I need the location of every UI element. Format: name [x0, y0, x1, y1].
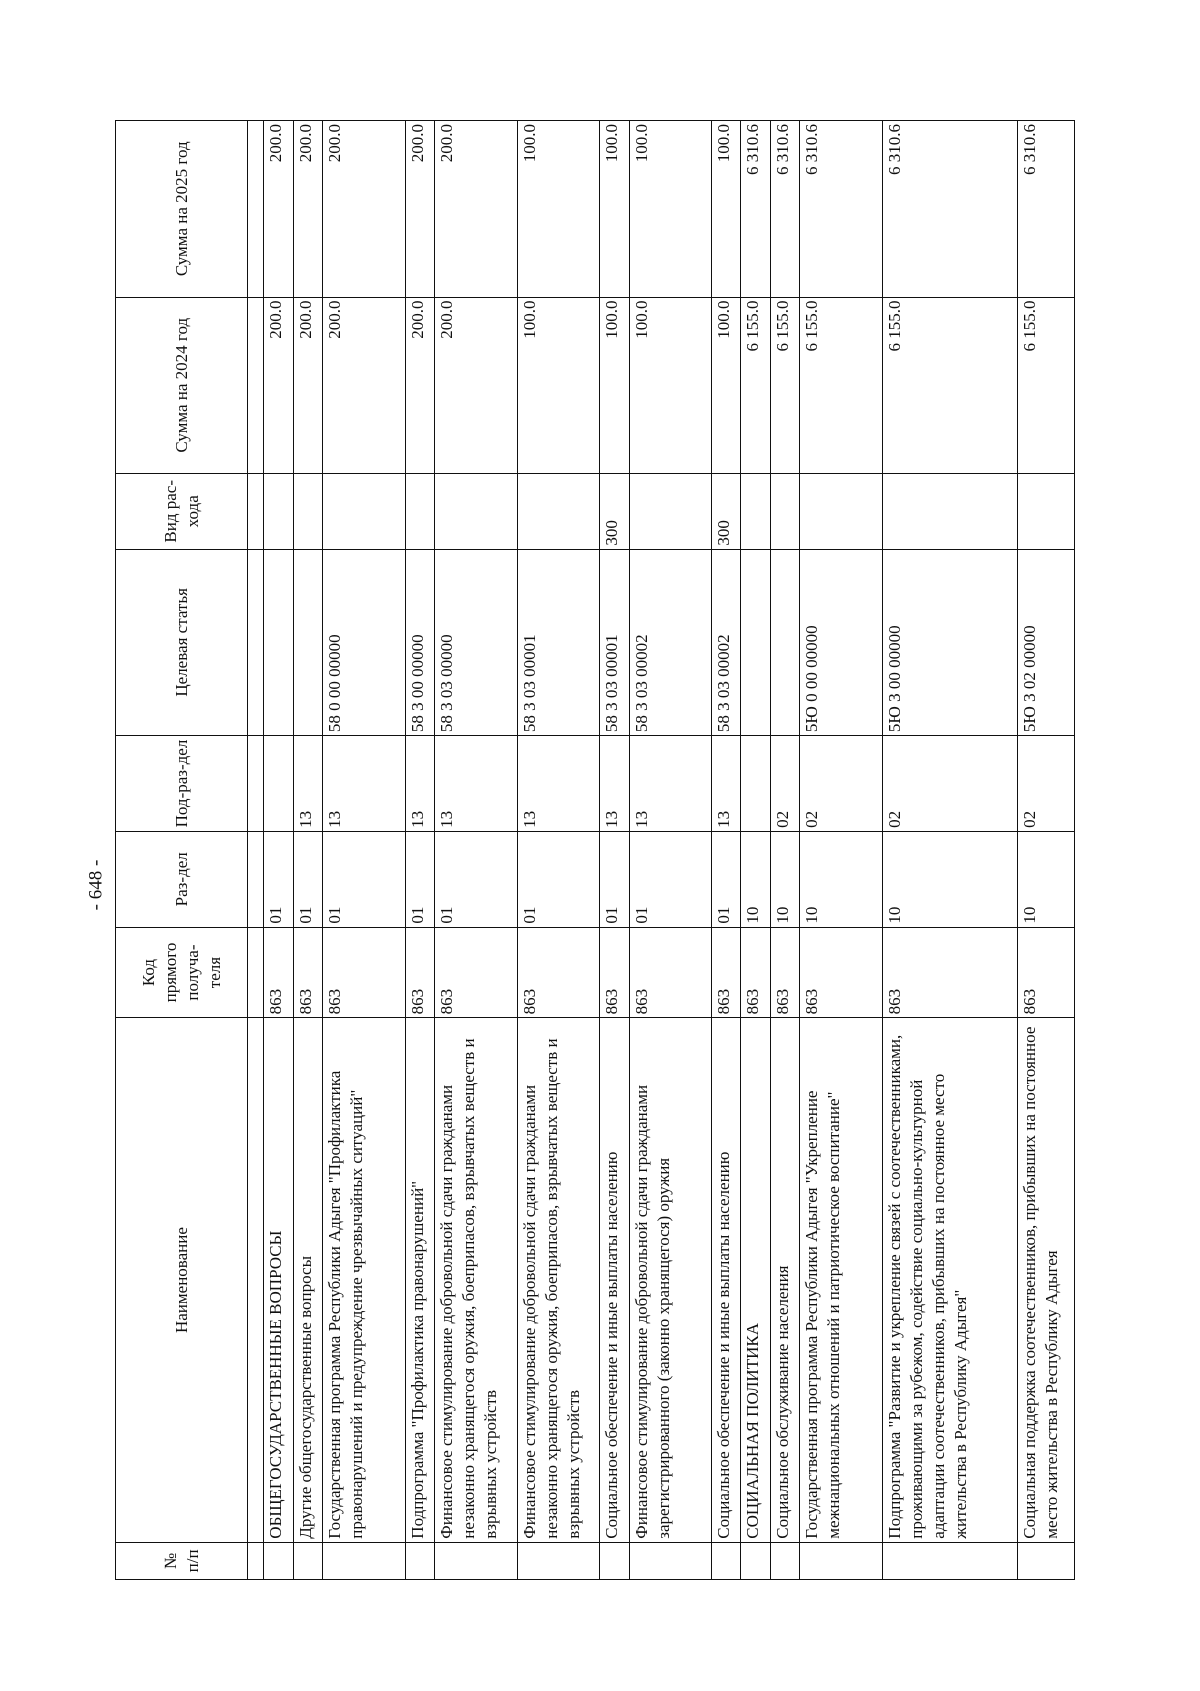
cell-vid — [882, 473, 1017, 549]
table-row — [770, 121, 799, 1580]
cell-sum2025: 6 310.6 — [882, 121, 1017, 298]
cell-code: 863 — [770, 927, 799, 1018]
cell-podrazdel: 13 — [600, 736, 629, 832]
cell-no — [293, 1542, 322, 1579]
cell-podrazdel: 02 — [770, 736, 799, 832]
cell-sum2025: 100.0 — [517, 121, 599, 298]
cell-vid — [435, 473, 517, 549]
cell-celevaya: 5Ю 3 02 00000 — [1018, 549, 1075, 736]
cell-name: Социальная поддержка соотечественников, прибывших на постоянное место жительства в Республику Адыгея — [1018, 1018, 1075, 1542]
cell-celevaya — [264, 549, 293, 736]
cell-no — [800, 1542, 882, 1579]
cell-razdel: 01 — [323, 831, 405, 927]
cell-celevaya: 58 3 03 00002 — [629, 549, 711, 736]
cell-podrazdel: 02 — [800, 736, 882, 832]
cell-sum2025: 100.0 — [712, 121, 741, 298]
header-vid: Вид рас-хода — [116, 473, 248, 549]
cell-sum2025: 6 310.6 — [770, 121, 799, 298]
cell-vid — [770, 473, 799, 549]
cell-podrazdel: 02 — [882, 736, 1017, 832]
table-row — [293, 121, 322, 1580]
cell-name: Социальное обеспечение и иные выплаты населению — [712, 1018, 741, 1542]
cell-sum2025: 200.0 — [405, 121, 434, 298]
cell-sum2024: 100.0 — [600, 297, 629, 473]
cell-name: Финансовое стимулирование добровольной сдачи гражданами зарегистрированного (законно хранящегося) оружия — [629, 1018, 711, 1542]
cell-vid: 300 — [712, 473, 741, 549]
cell-name: ОБЩЕГОСУДАРСТВЕННЫЕ ВОПРОСЫ — [264, 1018, 293, 1542]
cell-celevaya — [741, 549, 770, 736]
table-row — [264, 121, 293, 1580]
cell-sum2024: 6 155.0 — [741, 297, 770, 473]
cell-name: Социальное обслуживание населения — [770, 1018, 799, 1542]
cell-vid — [800, 473, 882, 549]
cell-sum2024: 100.0 — [712, 297, 741, 473]
cell-vid: 300 — [600, 473, 629, 549]
cell-celevaya: 5Ю 3 00 00000 — [882, 549, 1017, 736]
cell-no — [435, 1542, 517, 1579]
cell-code: 863 — [882, 927, 1017, 1018]
table-row — [1018, 121, 1075, 1580]
header-sum2024: Сумма на 2024 год — [116, 297, 248, 473]
cell-podrazdel: 13 — [712, 736, 741, 832]
table-row — [517, 121, 599, 1580]
cell-razdel: 01 — [435, 831, 517, 927]
cell-razdel: 01 — [405, 831, 434, 927]
cell-sum2025: 6 310.6 — [800, 121, 882, 298]
cell-code: 863 — [800, 927, 882, 1018]
cell-no — [600, 1542, 629, 1579]
cell-sum2024: 200.0 — [323, 297, 405, 473]
cell-code: 863 — [741, 927, 770, 1018]
cell-vid — [741, 473, 770, 549]
table-row — [712, 121, 741, 1580]
header-celevaya: Целевая статья — [116, 549, 248, 736]
cell-vid — [264, 473, 293, 549]
cell-code: 863 — [293, 927, 322, 1018]
cell-sum2025: 100.0 — [629, 121, 711, 298]
table-row — [882, 121, 1017, 1580]
cell-razdel: 10 — [1018, 831, 1075, 927]
header-name: Наименование — [116, 1018, 248, 1542]
table-row — [600, 121, 629, 1580]
cell-sum2025: 100.0 — [600, 121, 629, 298]
cell-sum2024: 6 155.0 — [1018, 297, 1075, 473]
cell-name: Подпрограмма "Развитие и укрепление связей с соотечественниками, проживающими за рубежом, содействие социально-культурной адаптации соотечественников, прибывших на постоянное место жительства в Республику Адыгея" — [882, 1018, 1017, 1542]
cell-vid — [405, 473, 434, 549]
cell-code: 863 — [600, 927, 629, 1018]
cell-vid — [323, 473, 405, 549]
cell-no — [882, 1542, 1017, 1579]
cell-podrazdel: 13 — [293, 736, 322, 832]
cell-name: Финансовое стимулирование добровольной сдачи гражданами незаконно хранящегося оружия, боеприпасов, взрывчатых веществ и взрывных устройств — [435, 1018, 517, 1542]
cell-sum2024: 100.0 — [517, 297, 599, 473]
cell-celevaya: 58 3 03 00002 — [712, 549, 741, 736]
cell-razdel: 01 — [600, 831, 629, 927]
cell-podrazdel: 13 — [517, 736, 599, 832]
budget-table — [115, 120, 1075, 1580]
page-number-text: - 648 - — [85, 859, 106, 911]
cell-razdel: 10 — [741, 831, 770, 927]
cell-name: Социальное обеспечение и иные выплаты населению — [600, 1018, 629, 1542]
cell-podrazdel — [264, 736, 293, 832]
table-row — [629, 121, 711, 1580]
cell-code: 863 — [629, 927, 711, 1018]
cell-sum2024: 100.0 — [629, 297, 711, 473]
table-row — [800, 121, 882, 1580]
cell-code: 863 — [1018, 927, 1075, 1018]
cell-celevaya — [293, 549, 322, 736]
table-row — [741, 121, 770, 1580]
cell-sum2025: 200.0 — [435, 121, 517, 298]
cell-no — [770, 1542, 799, 1579]
cell-celevaya: 58 0 00 00000 — [323, 549, 405, 736]
header-podrazdel: Под-раз-дел — [116, 736, 248, 832]
cell-sum2024: 200.0 — [405, 297, 434, 473]
cell-vid — [517, 473, 599, 549]
cell-sum2024: 200.0 — [293, 297, 322, 473]
cell-vid — [1018, 473, 1075, 549]
cell-sum2025: 200.0 — [293, 121, 322, 298]
cell-no — [712, 1542, 741, 1579]
cell-code: 863 — [264, 927, 293, 1018]
cell-name: Финансовое стимулирование добровольной сдачи гражданами незаконно хранящегося оружия, боеприпасов, взрывчатых веществ и взрывных устройств — [517, 1018, 599, 1542]
cell-name: Подпрограмма "Профилактика правонарушений" — [405, 1018, 434, 1542]
table-row — [435, 121, 517, 1580]
cell-name: СОЦИАЛЬНАЯ ПОЛИТИКА — [741, 1018, 770, 1542]
cell-code: 863 — [712, 927, 741, 1018]
cell-vid — [629, 473, 711, 549]
cell-celevaya: 58 3 03 00000 — [435, 549, 517, 736]
cell-no — [264, 1542, 293, 1579]
cell-podrazdel: 13 — [323, 736, 405, 832]
header-razdel: Раз-дел — [116, 831, 248, 927]
cell-sum2025: 6 310.6 — [1018, 121, 1075, 298]
cell-code: 863 — [323, 927, 405, 1018]
cell-sum2025: 200.0 — [264, 121, 293, 298]
cell-celevaya — [770, 549, 799, 736]
cell-razdel: 01 — [712, 831, 741, 927]
cell-podrazdel: 02 — [1018, 736, 1075, 832]
cell-no — [629, 1542, 711, 1579]
cell-code: 863 — [405, 927, 434, 1018]
header-no: № п/п — [116, 1542, 248, 1579]
cell-celevaya: 58 3 00 00000 — [405, 549, 434, 736]
cell-razdel: 10 — [770, 831, 799, 927]
cell-razdel: 10 — [800, 831, 882, 927]
cell-sum2024: 6 155.0 — [770, 297, 799, 473]
cell-podrazdel: 13 — [629, 736, 711, 832]
cell-podrazdel: 13 — [435, 736, 517, 832]
cell-no — [405, 1542, 434, 1579]
table-row — [323, 121, 405, 1580]
cell-name: Государственная программа Республики Адыгея "Профилактика правонарушений и предупреждение чрезвычайных ситуаций" — [323, 1018, 405, 1542]
page-number — [76, 845, 116, 925]
cell-no — [323, 1542, 405, 1579]
cell-razdel: 01 — [629, 831, 711, 927]
header-sum2025: Сумма на 2025 год — [116, 121, 248, 298]
header-row — [116, 121, 248, 1580]
cell-razdel: 01 — [293, 831, 322, 927]
cell-sum2024: 200.0 — [435, 297, 517, 473]
cell-celevaya: 5Ю 0 00 00000 — [800, 549, 882, 736]
cell-sum2024: 6 155.0 — [882, 297, 1017, 473]
cell-vid — [293, 473, 322, 549]
cell-razdel: 01 — [517, 831, 599, 927]
cell-sum2024: 6 155.0 — [800, 297, 882, 473]
cell-no — [741, 1542, 770, 1579]
cell-celevaya: 58 3 03 00001 — [517, 549, 599, 736]
cell-code: 863 — [435, 927, 517, 1018]
cell-celevaya: 58 3 03 00001 — [600, 549, 629, 736]
cell-sum2025: 6 310.6 — [741, 121, 770, 298]
cell-sum2025: 200.0 — [323, 121, 405, 298]
cell-name: Другие общегосударственные вопросы — [293, 1018, 322, 1542]
spacer-row — [248, 121, 264, 1580]
cell-podrazdel: 13 — [405, 736, 434, 832]
rotated-page — [115, 120, 1075, 1580]
cell-podrazdel — [741, 736, 770, 832]
cell-no — [517, 1542, 599, 1579]
cell-code: 863 — [517, 927, 599, 1018]
table-row — [405, 121, 434, 1580]
cell-sum2024: 200.0 — [264, 297, 293, 473]
header-code: Код прямого получа-теля — [116, 927, 248, 1018]
cell-razdel: 10 — [882, 831, 1017, 927]
cell-name: Государственная программа Республики Адыгея "Укрепление межнациональных отношений и патриотическое воспитание" — [800, 1018, 882, 1542]
cell-razdel: 01 — [264, 831, 293, 927]
cell-no — [1018, 1542, 1075, 1579]
